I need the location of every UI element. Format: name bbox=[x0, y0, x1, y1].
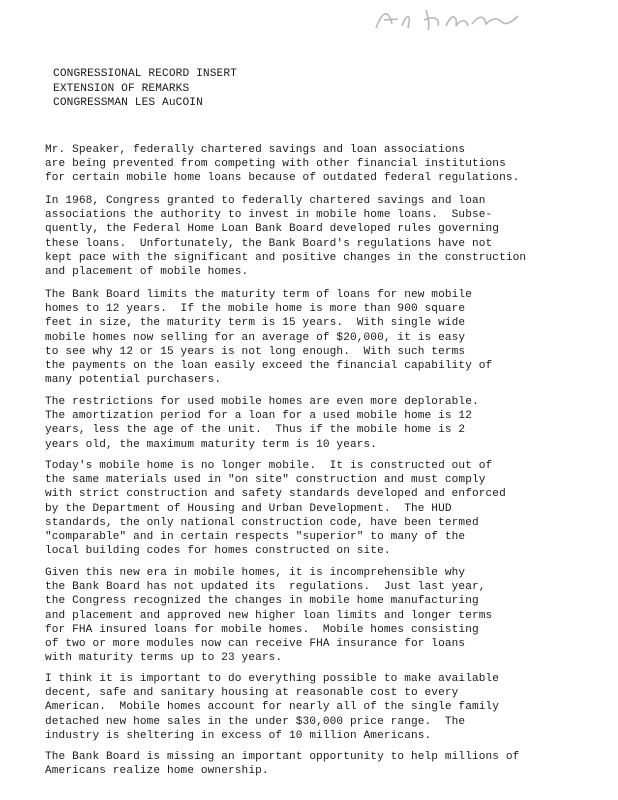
paragraph-7 bbox=[45, 672, 499, 743]
header-line: EXTENSION OF REMARKS bbox=[53, 82, 190, 95]
paragraph-line: Americans realize home ownership. bbox=[45, 765, 269, 778]
paragraph-line: mobile homes now selling for an average of $20,000, it is easy bbox=[45, 331, 466, 344]
paragraph-line: homes to 12 years. If the mobile home is more than 900 square bbox=[45, 303, 466, 316]
paragraph-line: the Congress recognized the changes in mobile home manufacturing bbox=[45, 595, 479, 608]
paragraph-line: associations the authority to invest in mobile home loans. Subse- bbox=[45, 209, 493, 222]
paragraph-1 bbox=[45, 143, 519, 186]
paragraph-2 bbox=[45, 194, 526, 279]
paragraph-line: years old, the maximum maturity term is 10 years. bbox=[45, 438, 378, 451]
paragraph-6 bbox=[45, 566, 492, 665]
document-header bbox=[53, 67, 237, 111]
paragraph-line: these loans. Unfortunately, the Bank Board's regulations have not bbox=[45, 237, 493, 250]
paragraph-line: In 1968, Congress granted to federally chartered savings and loan bbox=[45, 195, 486, 207]
paragraph-line: are being prevented from competing with other financial institutions bbox=[45, 158, 506, 171]
paragraph-line: local building codes for homes constructed on site. bbox=[45, 545, 391, 558]
paragraph-line: The amortization period for a loan for a used mobile home is 12 bbox=[45, 410, 472, 423]
paragraph-line: many potential purchasers. bbox=[45, 374, 222, 387]
paragraph-line: for certain mobile home loans because of outdated federal regulations. bbox=[45, 172, 520, 185]
paragraph-line: the payments on the loan easily exceed the financial capability of bbox=[45, 360, 493, 373]
paragraph-line: kept pace with the significant and positive changes in the construction bbox=[45, 251, 527, 264]
paragraph-line: by the Department of Housing and Urban Development. The HUD bbox=[45, 502, 452, 515]
paragraph-line: Today's mobile home is no longer mobile. It is constructed out of bbox=[45, 460, 493, 472]
paragraph-line: Mr. Speaker, federally chartered savings and loan associations bbox=[45, 144, 466, 156]
paragraph-line: the same materials used in "on site" construction and must comply bbox=[45, 474, 486, 487]
paragraph-line: feet in size, the maturity term is 15 years. With single wide bbox=[45, 317, 466, 330]
paragraph-4 bbox=[45, 395, 479, 452]
header-line: CONGRESSIONAL RECORD INSERT bbox=[53, 68, 237, 80]
paragraph-line: industry is sheltering in excess of 10 million Americans. bbox=[45, 729, 432, 742]
paragraph-5 bbox=[45, 459, 506, 558]
paragraph-line: The Bank Board is missing an important opportunity to help millions of bbox=[45, 751, 520, 763]
paragraph-line: standards, the only national construction code, have been termed bbox=[45, 516, 479, 529]
paragraph-line: Given this new era in mobile homes, it is incomprehensible why bbox=[45, 567, 466, 579]
paragraph-line: years, less the age of the unit. Thus if the mobile home is 2 bbox=[45, 424, 466, 437]
paragraph-line: and placement and approved new higher loan limits and longer terms bbox=[45, 609, 493, 622]
paragraph-line: quently, the Federal Home Loan Bank Board developed rules governing bbox=[45, 223, 500, 236]
paragraph-line: with maturity terms up to 23 years. bbox=[45, 652, 283, 665]
paragraph-line: I think it is important to do everything possible to make available bbox=[45, 673, 500, 685]
paragraph-line: with strict construction and safety standards developed and enforced bbox=[45, 488, 506, 501]
paragraph-3 bbox=[45, 288, 492, 387]
paragraph-line: decent, safe and sanitary housing at reasonable cost to every bbox=[45, 687, 459, 700]
paragraph-line: American. Mobile homes account for nearly all of the single family bbox=[45, 701, 500, 714]
paragraph-line: detached new home sales in the under $30,000 price range. The bbox=[45, 715, 466, 728]
paragraph-line: to see why 12 or 15 years is not long enough. With such terms bbox=[45, 345, 466, 358]
handwritten-signature bbox=[368, 2, 523, 36]
paragraph-line: The restrictions for used mobile homes are even more deplorable. bbox=[45, 396, 479, 408]
header-line: CONGRESSMAN LES AuCOIN bbox=[53, 97, 203, 109]
paragraph-8 bbox=[45, 750, 519, 778]
paragraph-line: and placement of mobile homes. bbox=[45, 266, 249, 279]
paragraph-line: of two or more modules now can receive FHA insurance for loans bbox=[45, 638, 466, 651]
paragraph-line: the Bank Board has not updated its regulations. Just last year, bbox=[45, 581, 486, 594]
paragraph-line: "comparable" and in certain respects "superior" to many of the bbox=[45, 531, 466, 544]
paragraph-line: The Bank Board limits the maturity term of loans for new mobile bbox=[45, 289, 472, 301]
paragraph-line: for FHA insured loans for mobile homes. Mobile homes consisting bbox=[45, 623, 479, 636]
